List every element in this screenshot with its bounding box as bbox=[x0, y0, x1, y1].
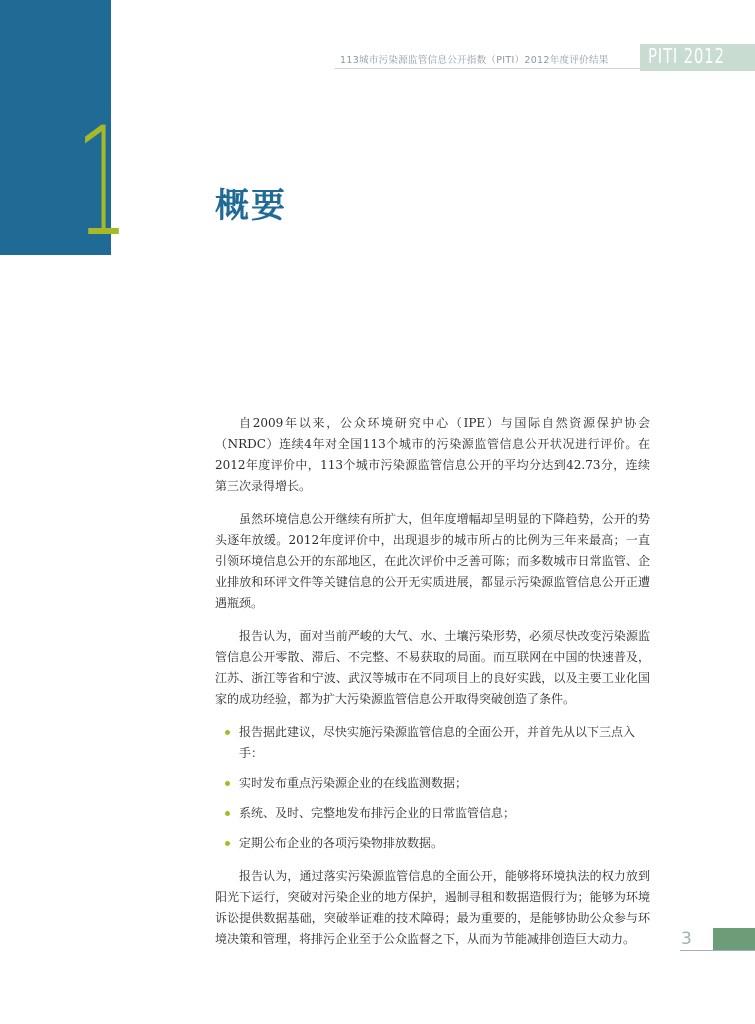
paragraph: 自2009年以来，公众环境研究中心（IPE）与国际自然资源保护协会（NRDC）连续4年对全国113个城市的污染源监管信息公开状况进行评价。在2012年度评价中，113个城市污染源监管信息公开的平均分达到42.73分，连续第三次录得增长。 bbox=[215, 416, 650, 493]
list-item-text: 定期公布企业的各项污染物排放数据。 bbox=[239, 836, 444, 850]
page-number-block bbox=[713, 928, 755, 950]
body-text bbox=[215, 413, 650, 962]
closing-paragraph: 报告认为，通过落实污染源监管信息的全面公开，能够将环境执法的权力放到阳光下运行，突破对污染企业的地方保护，遏制寻租和数据造假行为；能够为环境诉讼提供数据基础，突破举证难的技术障碍；最为重要的，是能够协助公众参与环境决策和管理，将排污企业至于公众监督之下，从而为节能减排创造巨大动力。 bbox=[215, 869, 650, 946]
running-header-title: 113城市污染源监管信息公开指数（PITI）2012年度评价结果 bbox=[340, 55, 609, 66]
bullet-icon bbox=[225, 730, 230, 735]
chapter-number: 1 bbox=[76, 96, 129, 270]
bullet-icon bbox=[225, 841, 230, 846]
list-item-text: 系统、及时、完整地发布排污企业的日常监管信息； bbox=[239, 806, 516, 820]
recommendation-list bbox=[215, 722, 650, 854]
list-item bbox=[215, 833, 650, 854]
list-item bbox=[215, 803, 650, 824]
piti-tag-label: PITI 2012 bbox=[648, 44, 725, 68]
page-number: 3 bbox=[681, 929, 692, 949]
paragraph: 虽然环境信息公开继续有所扩大，但年度增幅却呈明显的下降趋势，公开的势头逐年放缓。2012年度评价中，出现退步的城市所占的比例为三年来最高；一直引领环境信息公开的东部地区，在此次评价中乏善可陈；而多数城市日常监管、企业排放和环评文件等关键信息的公开无实质进展，都显示污染源监管信息公开正遭遇瓶颈。 bbox=[215, 512, 650, 610]
list-item bbox=[215, 722, 650, 764]
bullet-icon bbox=[225, 811, 230, 816]
list-item bbox=[215, 773, 650, 794]
bullet-icon bbox=[225, 781, 230, 786]
chapter-title: 概要 bbox=[215, 186, 287, 226]
footer-divider bbox=[680, 950, 755, 951]
paragraph: 报告认为，面对当前严峻的大气、水、土壤污染形势，必须尽快改变污染源监管信息公开零散、滞后、不完整、不易获取的局面。而互联网在中国的快速普及，江苏、浙江等省和宁波、武汉等城市在不同项目上的良好实践，以及主要工业化国家的成功经验，都为扩大污染源监管信息公开取得突破创造了条件。 bbox=[215, 629, 650, 706]
list-item-text: 报告据此建议，尽快实施污染源监管信息的全面公开，并首先从以下三点入手： bbox=[239, 725, 636, 760]
list-item-text: 实时发布重点污染源企业的在线监测数据； bbox=[239, 776, 468, 790]
